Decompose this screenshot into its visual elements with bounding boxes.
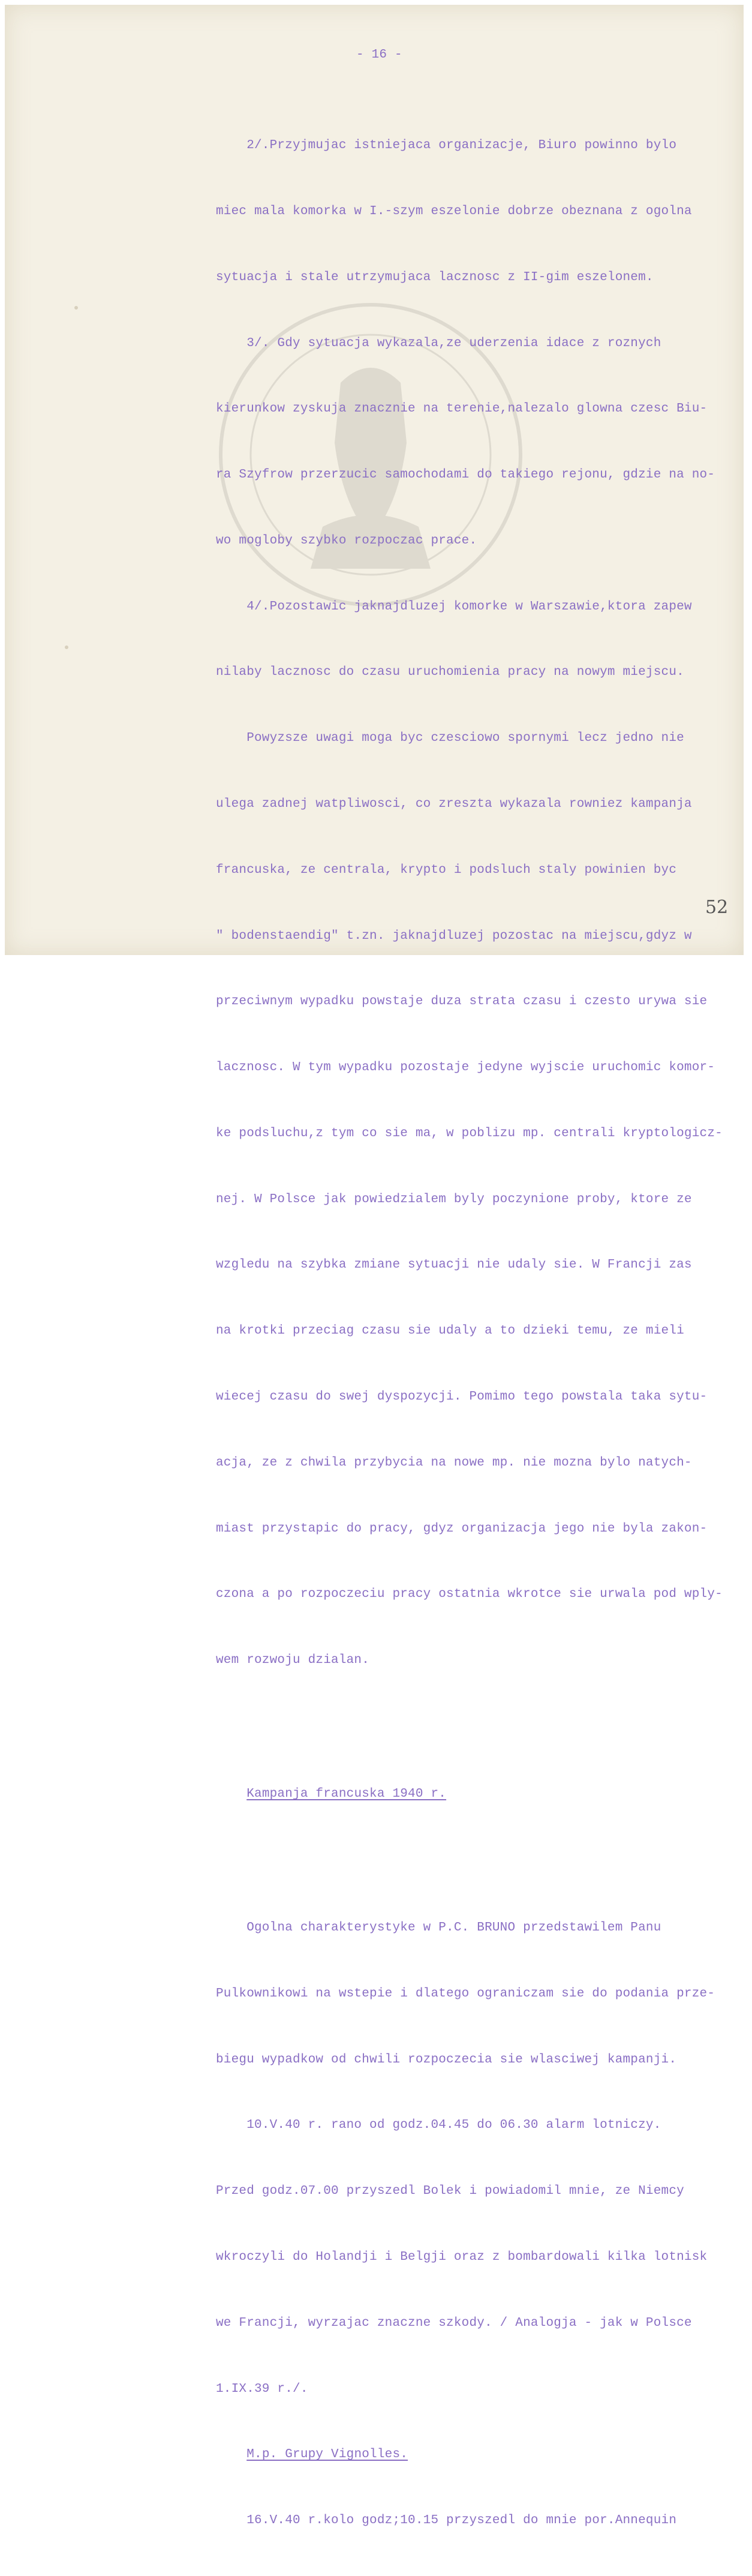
document-page xyxy=(5,5,744,2528)
text-line: Ogolna charakterystyke w P.C. BRUNO przedstawilem Panu xyxy=(216,1921,661,1935)
text-line: miast przystapic do pracy, gdyz organizacja jego nie byla zakon- xyxy=(216,1521,708,1536)
text-line: ke podsluchu,z tym co sie ma, w poblizu mp. centrali kryptologicz- xyxy=(216,1126,723,1140)
page-number: - 16 - xyxy=(356,48,402,62)
text-line: wem rozwoju dzialan. xyxy=(216,1653,370,1668)
text-line: wzgledu na szybka zmiane sytuacji nie udaly sie. W Francji zas xyxy=(216,1258,692,1272)
text-line: wiecej czasu do swej dyspozycji. Pomimo tego powstala taka sytu- xyxy=(216,1390,708,1404)
section-heading-vignolles: M.p. Grupy Vignolles. xyxy=(246,2448,408,2462)
text-line: " bodenstaendig" t.zn. jaknajdluzej pozostac na miejscu,gdyz w xyxy=(216,929,692,943)
section-heading-french-campaign: Kampanja francuska 1940 r. xyxy=(246,1787,447,1802)
text-line: acja, ze z chwila przybycia na nowe mp. nie mozna bylo natych- xyxy=(216,1455,692,1470)
text-line: Przed godz.07.00 przyszedl Bolek i powiadomil mnie, ze Niemcy xyxy=(216,2184,684,2199)
text-line: 16.V.40 r.kolo godz;10.15 przyszedl do mnie por.Annequin xyxy=(216,2514,677,2528)
punch-hole-mark xyxy=(65,645,68,649)
text-line: przeciwnym wypadku powstaje duza strata czasu i czesto urywa sie xyxy=(216,995,708,1009)
text-line: 1.IX.39 r./. xyxy=(216,2382,308,2396)
text-line: 3/. Gdy sytuacja wykazala,ze uderzenia idace z roznych xyxy=(216,336,661,350)
text-line: lacznosc. W tym wypadku pozostaje jedyne wyjscie uruchomic komor- xyxy=(216,1061,715,1075)
punch-hole-mark xyxy=(74,306,78,310)
text-line: ra Szyfrow przerzucic samochodami do takiego rejonu, gdzie na no- xyxy=(216,468,715,482)
text-line: na krotki przeciag czasu sie udaly a to dzieki temu, ze mieli xyxy=(216,1324,684,1338)
typed-body-text xyxy=(216,91,723,2576)
text-line: 2/.Przyjmujac istniejaca organizacje, Biuro powinno bylo xyxy=(216,139,677,153)
text-line: nilaby lacznosc do czasu uruchomienia pracy na nowym miejscu. xyxy=(216,665,684,680)
text-line: 4/.Pozostawic jaknajdluzej komorke w Warszawie,ktora zapew xyxy=(216,599,692,614)
text-line: sytuacja i stale utrzymujaca lacznosc z II-gim eszelonem. xyxy=(216,270,654,284)
text-line: Powyzsze uwagi moga byc czesciowo spornymi lecz jedno nie xyxy=(216,731,684,746)
handwritten-folio-number: 52 xyxy=(705,897,729,918)
text-line: nej. W Polsce jak powiedzialem byly poczynione proby, ktore ze xyxy=(216,1192,692,1206)
text-line: miec mala komorka w I.-szym eszelonie dobrze obeznana z ogolna xyxy=(216,204,692,218)
text-line: wkroczyli do Holandji i Belgji oraz z bombardowali kilka lotnisk xyxy=(216,2250,708,2264)
text-line: biegu wypadkow od chwili rozpoczecia sie wlasciwej kampanji. xyxy=(216,2052,677,2067)
text-line: we Francji, wyrzajac znaczne szkody. / Analogja - jak w Polsce xyxy=(216,2316,692,2330)
text-line: czona a po rozpoczeciu pracy ostatnia wkrotce sie urwala pod wply- xyxy=(216,1587,723,1602)
text-line: 10.V.40 r. rano od godz.04.45 do 06.30 alarm lotniczy. xyxy=(216,2118,661,2133)
text-line: Pulkownikowi na wstepie i dlatego ograniczam sie do podania prze- xyxy=(216,1986,715,2001)
text-line: francuska, ze centrala, krypto i podsluch staly powinien byc xyxy=(216,863,677,877)
text-line: kierunkow zyskuja znacznie na terenie,nalezalo glowna czesc Biu- xyxy=(216,402,708,416)
text-line: ulega zadnej watpliwosci, co zreszta wykazala rowniez kampanja xyxy=(216,797,692,811)
text-line: wo mogloby szybko rozpoczac prace. xyxy=(216,533,477,548)
